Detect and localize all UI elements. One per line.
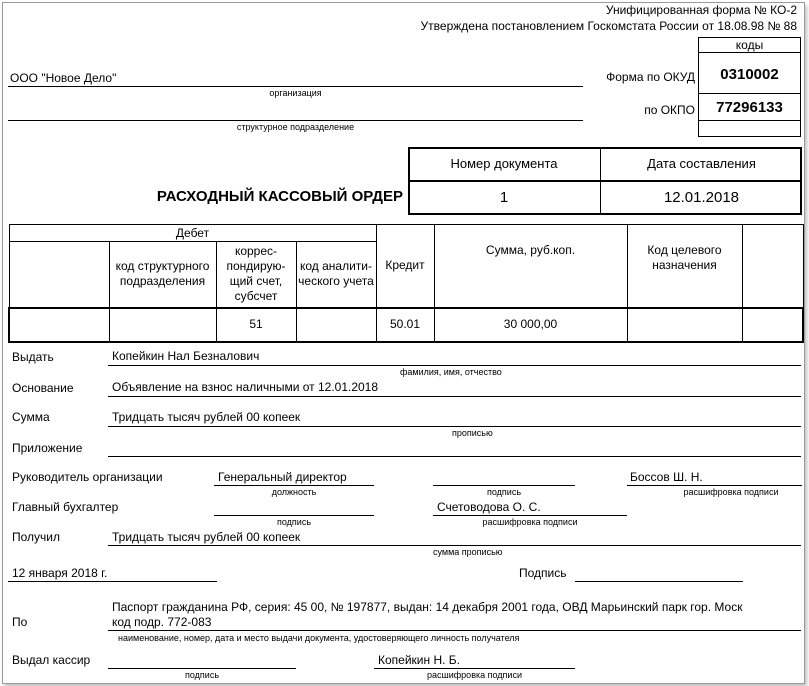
- passport-line2: код подр. 772-083: [112, 615, 212, 629]
- organization-caption: организация: [269, 88, 322, 98]
- issue-caption: фамилия, имя, отчество: [400, 367, 502, 377]
- accountant-label: Главный бухгалтер: [12, 500, 119, 514]
- cell-purpose: [627, 308, 742, 342]
- passport-underline: [108, 630, 801, 631]
- head-sign-caption: подпись: [486, 487, 522, 497]
- cell-subdivision: [109, 308, 216, 342]
- table-row: [9, 308, 803, 342]
- head-position-caption: должность: [271, 487, 317, 497]
- subdivision-caption: структурное подразделение: [236, 122, 355, 132]
- cell-sum: 30 000,00: [434, 308, 627, 342]
- okud-label: Форма по ОКУД: [606, 70, 695, 84]
- received-value: Тридцать тысяч рублей 00 копеек: [112, 530, 301, 544]
- cashier-sign-caption: подпись: [184, 670, 220, 680]
- approved-line: Утверждена постановлением Госкомстата России от 18.08.98 № 88: [420, 19, 797, 33]
- passport-line1: Паспорт гражданина РФ, серия: 45 00, № 197877, выдан: 14 декабря 2001 года, ОВД Марьинский парк гор. Моск: [112, 600, 743, 614]
- cashier-name-caption: расшифровка подписи: [427, 670, 522, 680]
- extra-header: [742, 225, 803, 308]
- basis-label: Основание: [12, 381, 74, 395]
- okpo-label: по ОКПО: [644, 103, 695, 117]
- doc-date-value: 12.01.2018: [663, 189, 740, 206]
- issue-line: [108, 365, 801, 366]
- amount-value: Тридцать тысяч рублей 00 копеек: [112, 410, 301, 424]
- cell-analytic: [296, 308, 376, 342]
- basis-line: [108, 396, 801, 397]
- head-label: Руководитель организации: [12, 470, 163, 484]
- attachment-label: Приложение: [12, 441, 83, 455]
- sum-header: Сумма, руб.коп.: [434, 225, 627, 308]
- okud-value: 0310002: [720, 66, 779, 83]
- received-caption: сумма прописью: [433, 547, 503, 557]
- cell-account: 51: [216, 308, 296, 342]
- codes-divider-3: [698, 120, 801, 121]
- okpo-value: 77296133: [716, 99, 783, 116]
- head-position-line: [214, 485, 374, 486]
- codes-divider-1: [698, 52, 801, 53]
- issue-value: Копейкин Нал Безналович: [112, 349, 260, 363]
- cell-blank: [9, 308, 109, 342]
- amount-label: Сумма: [12, 410, 50, 424]
- head-name-caption: расшифровка подписи: [683, 487, 779, 497]
- subdivision-header: код структурного подразделения: [109, 242, 216, 308]
- codes-header: коды: [735, 38, 764, 52]
- codes-divider-2: [698, 93, 801, 94]
- debit-header: Дебет: [9, 225, 376, 242]
- organization-name: ООО "Новое Дело": [10, 71, 117, 85]
- account-header: коррес-пондирую-щий счет, субсчет: [216, 242, 296, 308]
- cashier-name-line: [374, 668, 575, 669]
- received-line: [108, 545, 801, 546]
- debit-blank-header: [9, 242, 109, 308]
- doc-info-hdivider: [408, 180, 802, 182]
- doc-number-value: 1: [499, 189, 509, 206]
- accountant-sign-caption: подпись: [276, 517, 312, 527]
- passport-label: По: [12, 615, 28, 629]
- amount-caption: прописью: [452, 428, 493, 438]
- basis-value: Объявление на взнос наличными от 12.01.2018: [112, 380, 379, 394]
- issue-label: Выдать: [12, 350, 54, 364]
- cell-extra: [742, 308, 803, 342]
- received-date-line: [8, 581, 217, 582]
- attachment-line: [108, 456, 801, 457]
- received-sign-line: [575, 581, 743, 582]
- analytic-header: код аналити-ческого учета: [296, 242, 376, 308]
- organization-line: [8, 86, 583, 87]
- operations-table: [8, 224, 804, 343]
- passport-caption: наименование, номер, дата и место выдачи документа, удостоверяющего личность получателя: [118, 633, 520, 643]
- credit-header: Кредит: [376, 225, 434, 308]
- head-position: Генеральный директор: [218, 470, 347, 484]
- cell-credit: 50.01: [376, 308, 434, 342]
- head-name-line: [627, 485, 802, 486]
- accountant-sign-line: [214, 515, 374, 516]
- accountant-name-line: [433, 515, 627, 516]
- received-date: 12 января 2018 г.: [12, 566, 108, 580]
- form-line: Унифицированная форма № КО-2: [605, 3, 797, 17]
- received-label: Получил: [12, 530, 60, 544]
- accountant-name: Счетоводова О. С.: [437, 500, 541, 514]
- subdivision-line: [8, 120, 583, 121]
- document-title: РАСХОДНЫЙ КАССОВЫЙ ОРДЕР: [156, 188, 403, 205]
- head-sign-line: [433, 485, 575, 486]
- head-name: Боссов Ш. Н.: [630, 470, 703, 484]
- doc-date-header: Дата составления: [647, 156, 756, 171]
- cashier-sign-line: [108, 668, 296, 669]
- cashier-label: Выдал кассир: [12, 653, 91, 667]
- accountant-name-caption: расшифровка подписи: [482, 517, 578, 527]
- received-sign-label: Подпись: [519, 566, 567, 580]
- doc-number-header: Номер документа: [450, 156, 558, 171]
- purpose-header: Код целевого назначения: [627, 225, 742, 308]
- amount-line: [108, 426, 801, 427]
- cashier-name: Копейкин Н. Б.: [378, 653, 460, 667]
